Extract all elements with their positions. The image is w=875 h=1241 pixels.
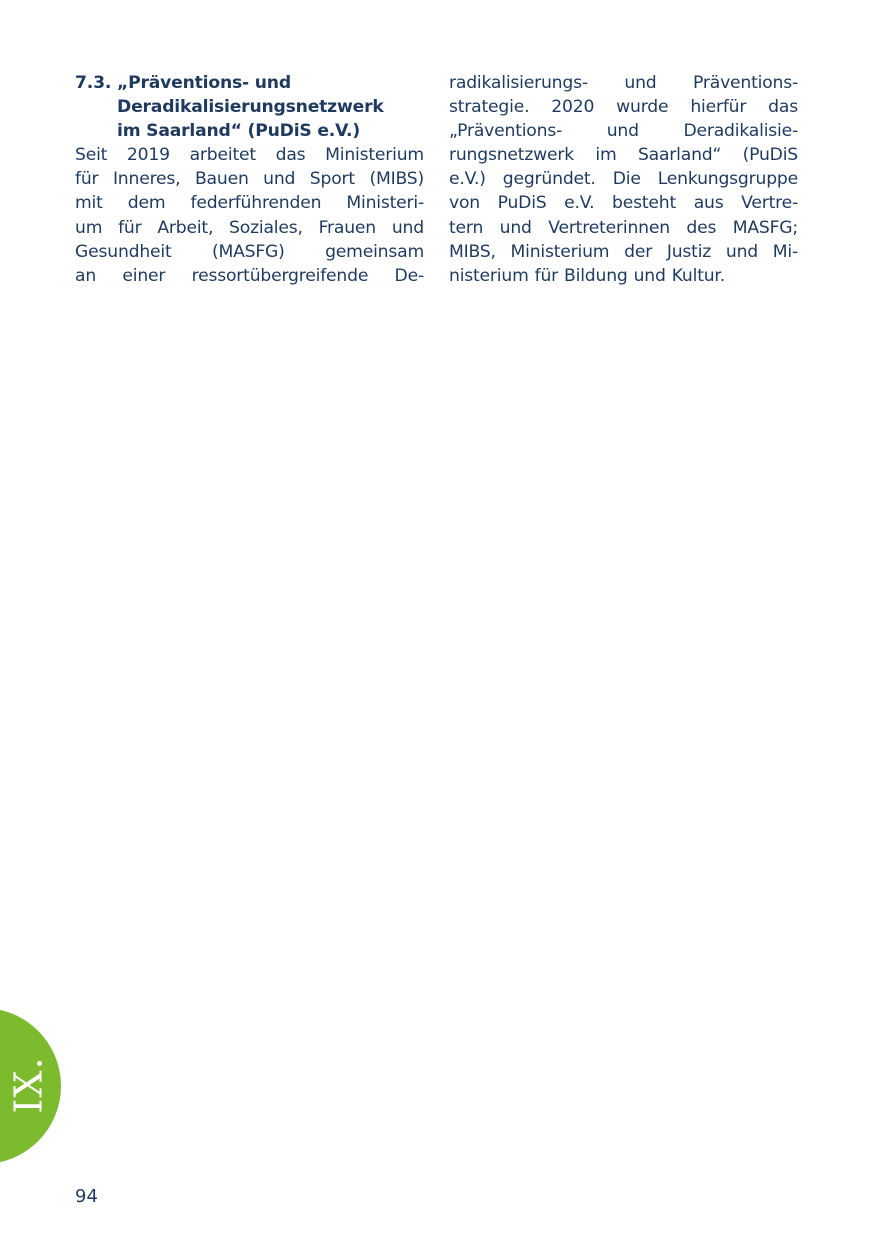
chapter-tab-label <box>0 1040 58 1130</box>
right-body-text <box>449 71 798 288</box>
word: Vertreterinnen <box>548 217 670 238</box>
word: hierfür <box>690 97 747 118</box>
word: MIBS, <box>449 241 496 262</box>
word: und <box>725 241 758 262</box>
text-line <box>449 95 798 119</box>
word: Justiz <box>666 241 712 262</box>
section-heading <box>75 71 424 143</box>
word: e.V. <box>564 193 595 214</box>
word: um <box>75 217 103 238</box>
word: wurde <box>616 97 669 118</box>
word: De- <box>394 265 424 286</box>
word: Inneres, <box>112 169 181 190</box>
text-line <box>449 143 798 167</box>
word: MASFG; <box>732 217 798 238</box>
page-number: 94 <box>75 1186 98 1207</box>
word: und <box>624 73 657 93</box>
word: rungsnetzwerk <box>449 145 574 166</box>
word: e.V.) <box>449 169 486 190</box>
word: Präventions- <box>693 73 798 93</box>
word: Sport <box>309 169 355 190</box>
word: 2020 <box>551 97 595 118</box>
word: und <box>606 121 639 142</box>
word: radikalisierungs- <box>449 73 588 93</box>
word: Vertre- <box>741 193 798 214</box>
text-line <box>449 216 798 240</box>
text-line <box>75 216 424 240</box>
word: Die <box>612 169 641 190</box>
word: Arbeit, <box>157 217 214 238</box>
word: für <box>118 217 142 238</box>
word: Deradikalisie- <box>683 121 798 142</box>
word: Mi- <box>772 241 798 262</box>
word: Ministerium <box>510 241 610 262</box>
left-column <box>75 71 424 288</box>
word: dem <box>127 193 166 214</box>
word: das <box>275 145 306 166</box>
text-line <box>449 240 798 264</box>
word: 2019 <box>126 145 170 166</box>
word: das <box>768 97 798 118</box>
word: besteht <box>612 193 677 214</box>
left-body-text <box>75 143 424 288</box>
word: „Präventions- <box>449 121 563 142</box>
word: an <box>75 265 97 286</box>
word: im <box>595 145 617 166</box>
word: der <box>624 241 653 262</box>
text-line <box>449 167 798 191</box>
text-line <box>449 191 798 215</box>
word: und <box>263 169 296 190</box>
word: federführenden <box>190 193 322 214</box>
word: Seit <box>75 145 108 166</box>
word: Frauen <box>318 217 377 238</box>
text-line <box>75 240 424 264</box>
word: des <box>686 217 717 238</box>
section-number: 7.3. <box>75 73 112 93</box>
text-line <box>75 167 424 191</box>
word: arbeitet <box>189 145 256 166</box>
word: Bildung <box>564 265 628 286</box>
word: gemeinsam <box>325 241 424 262</box>
word: von <box>449 193 480 214</box>
text-line <box>449 264 798 288</box>
word: tern <box>449 217 484 238</box>
word: Lenkungsgruppe <box>657 169 798 190</box>
text-line <box>449 119 798 143</box>
section-title-line: „Präventions- und <box>117 73 291 93</box>
word: und <box>633 265 666 286</box>
word: gegründet. <box>502 169 596 190</box>
word: und <box>391 217 424 238</box>
word: (MIBS) <box>369 169 424 190</box>
word: (PuDiS <box>742 145 798 166</box>
section-title-line: im Saarland“ (PuDiS e.V.) <box>117 121 361 142</box>
word: Saarland“ <box>637 145 722 166</box>
text-line <box>75 143 424 167</box>
word: strategie. <box>449 97 530 118</box>
word: für <box>75 169 99 190</box>
word: ressortübergreifende <box>191 265 369 286</box>
text-line <box>449 71 798 95</box>
word: aus <box>693 193 724 214</box>
word: Ministerium <box>325 145 424 166</box>
word: einer <box>122 265 166 286</box>
word: Kultur. <box>671 265 725 286</box>
text-line <box>75 191 424 215</box>
right-column <box>449 71 798 288</box>
word: Ministeri- <box>346 193 424 214</box>
chapter-number: IX. <box>7 1056 51 1114</box>
word: Bauen <box>194 169 249 190</box>
word: für <box>534 265 559 286</box>
word: Gesundheit <box>75 241 172 262</box>
text-line <box>75 264 424 288</box>
word: nisterium <box>449 265 529 286</box>
word: Soziales, <box>229 217 303 238</box>
word: mit <box>75 193 103 214</box>
word: und <box>499 217 532 238</box>
section-title-line: Deradikalisierungsnetzwerk <box>117 97 384 118</box>
word: PuDiS <box>497 193 547 214</box>
word: (MASFG) <box>211 241 285 262</box>
